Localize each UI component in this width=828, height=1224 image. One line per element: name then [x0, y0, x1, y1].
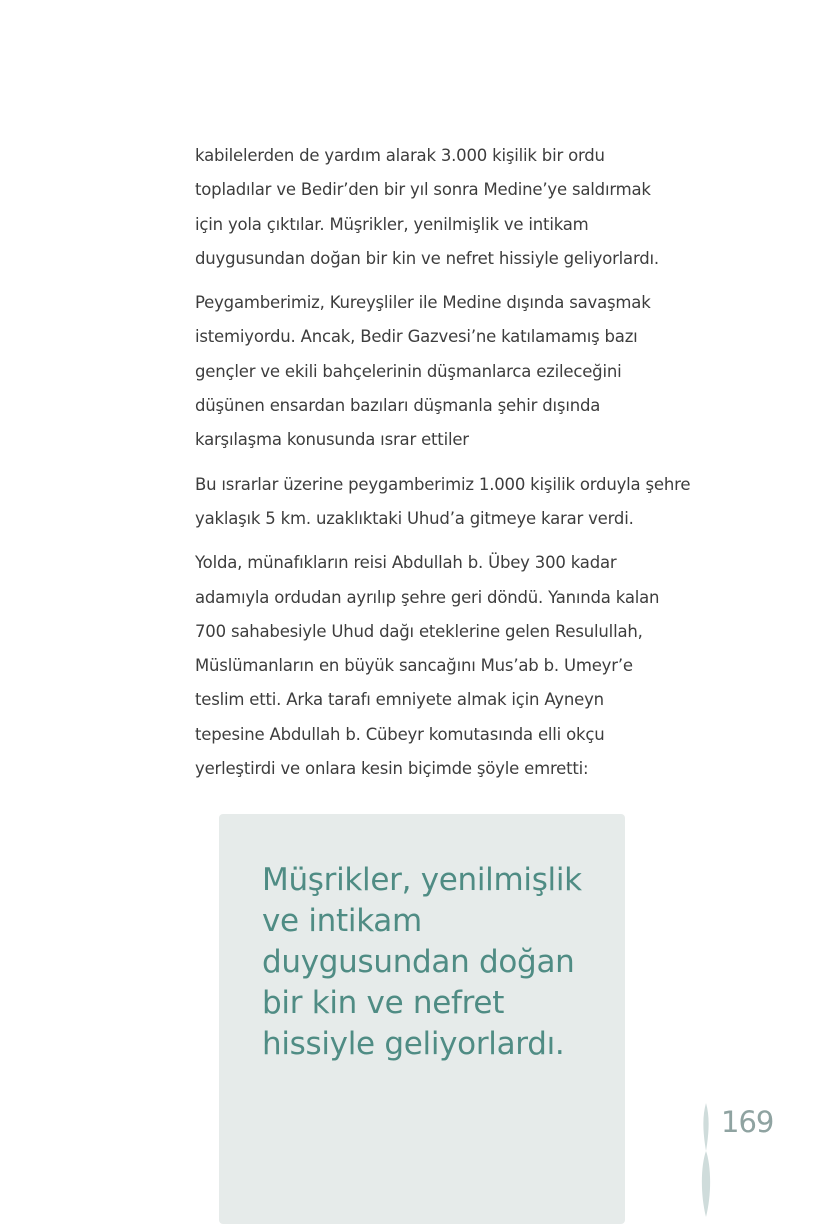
text-line: yerleştirdi ve onlara kesin biçimde şöyle emretti: — [195, 759, 589, 779]
text-line: Yolda, münafıkların reisi Abdullah b. Übey 300 kadar — [195, 553, 617, 573]
text-line: teslim etti. Arka tarafı emniyete almak için Ayneyn — [195, 690, 604, 710]
text-line: istemiyordu. Ancak, Bedir Gazvesi’ne katılamamış bazı — [195, 327, 638, 347]
pull-quote-line: hissiyle geliyorlardı. — [262, 1026, 565, 1062]
paragraph — [195, 139, 715, 276]
paragraph — [195, 546, 715, 786]
text-line: kabilelerden de yardım alarak 3.000 kişilik bir ordu — [195, 146, 605, 165]
text-line: için yola çıktılar. Müşrikler, yenilmişlik ve intikam — [195, 214, 589, 234]
pull-quote-line: Müşrikler, yenilmişlik — [262, 862, 582, 898]
pull-quote-line: duygusundan doğan — [262, 944, 575, 980]
text-line: adamıyla ordudan ayrılıp şehre geri döndü. Yanında kalan — [195, 587, 660, 607]
body-text — [195, 139, 715, 796]
pull-quote-box — [219, 814, 625, 1224]
text-line: topladılar ve Bedir’den bir yıl sonra Medine’ye saldırmak — [195, 180, 651, 200]
pull-quote-line: bir kin ve nefret — [262, 985, 505, 1021]
paragraph — [195, 468, 715, 537]
page-number: 169 — [721, 1105, 774, 1139]
pull-quote — [262, 860, 582, 1065]
text-line: düşünen ensardan bazıları düşmanla şehir dışında — [195, 396, 601, 416]
text-line: Bu ısrarlar üzerine peygamberimiz 1.000 kişilik orduyla şehre — [195, 474, 691, 494]
text-line: yaklaşık 5 km. uzaklıktaki Uhud’a gitmeye karar verdi. — [195, 508, 634, 528]
text-line: Peygamberimiz, Kureyşliler ile Medine dışında savaşmak — [195, 293, 651, 313]
text-line: 700 sahabesiyle Uhud dağı eteklerine gelen Resulullah, — [195, 621, 643, 641]
paragraph — [195, 286, 715, 457]
text-line: karşılaşma konusunda ısrar ettiler — [195, 430, 469, 450]
pull-quote-line: ve intikam — [262, 903, 422, 939]
text-line: duygusundan doğan bir kin ve nefret hissiyle geliyorlardı. — [195, 248, 659, 268]
text-line: gençler ve ekili bahçelerinin düşmanlarca ezileceğini — [195, 361, 622, 381]
text-line: tepesine Abdullah b. Cübeyr komutasında elli okçu — [195, 724, 605, 744]
page-ornament-icon — [698, 1103, 714, 1217]
text-line: Müslümanların en büyük sancağını Mus’ab b. Umeyr’e — [195, 656, 633, 676]
